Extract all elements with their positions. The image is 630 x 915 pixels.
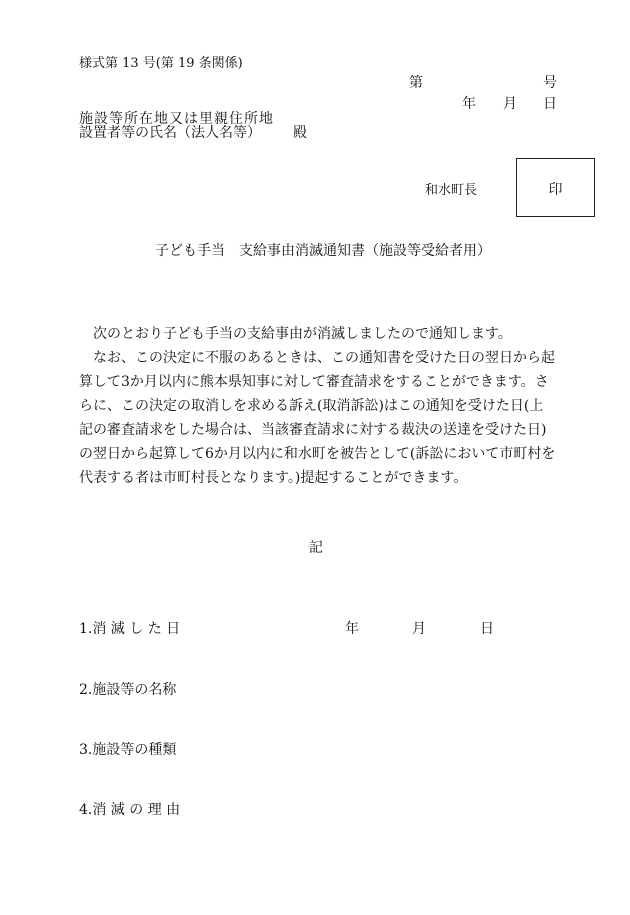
item3-label: 3.施設等の種類 <box>79 742 177 758</box>
item2-label: 2.施設等の名称 <box>79 682 177 698</box>
issue-date-month: 月 <box>503 96 517 112</box>
document-number-prefix: 第 <box>409 75 423 91</box>
addressee-name: 設置者等の氏名（法人名等） <box>79 125 261 141</box>
item1-day: 日 <box>480 621 494 637</box>
addressee-honorific: 殿 <box>293 125 307 141</box>
seal-mark: 印 <box>548 182 563 198</box>
issuer-title: 和水町長 <box>425 183 478 198</box>
item4-label: 4.消 滅 の 理 由 <box>79 802 181 818</box>
issue-date-year: 年 <box>462 96 476 112</box>
item1-month: 月 <box>412 621 426 637</box>
item1-year: 年 <box>345 621 359 637</box>
ki-label: 記 <box>309 540 323 556</box>
body-text <box>79 322 557 490</box>
body-paragraph-2: なお、この決定に不服のあるときは、この通知書を受けた日の翌日から起算して3か月以内に熊本県知事に対して審査請求をすることができます。さらに、この決定の取消しを求める訴え(取消訴訟)はこの通知を受けた日(上記の審査請求をした場合は、当該審査請求に対する裁決の送達を受けた日)の翌日から起算して6か月以内に和水町を被告として(訴訟において市町村を代表する者は市町村長となります。)提起することができます。 <box>79 350 556 486</box>
body-paragraph-1: 次のとおり子ども手当の支給事由が消滅しましたので通知します。 <box>93 326 512 342</box>
document-title: 子ども手当 支給事由消滅通知書（施設等受給者用） <box>155 243 491 259</box>
form-number: 様式第 13 号(第 19 条関係) <box>79 56 243 71</box>
item1-label: 1.消 滅 し た 日 <box>79 621 181 637</box>
seal-box <box>516 158 595 217</box>
addressee-location: 施設等所在地又は里親住所地 <box>79 111 274 127</box>
document-number-suffix: 号 <box>543 75 557 91</box>
issue-date-day: 日 <box>543 96 557 112</box>
